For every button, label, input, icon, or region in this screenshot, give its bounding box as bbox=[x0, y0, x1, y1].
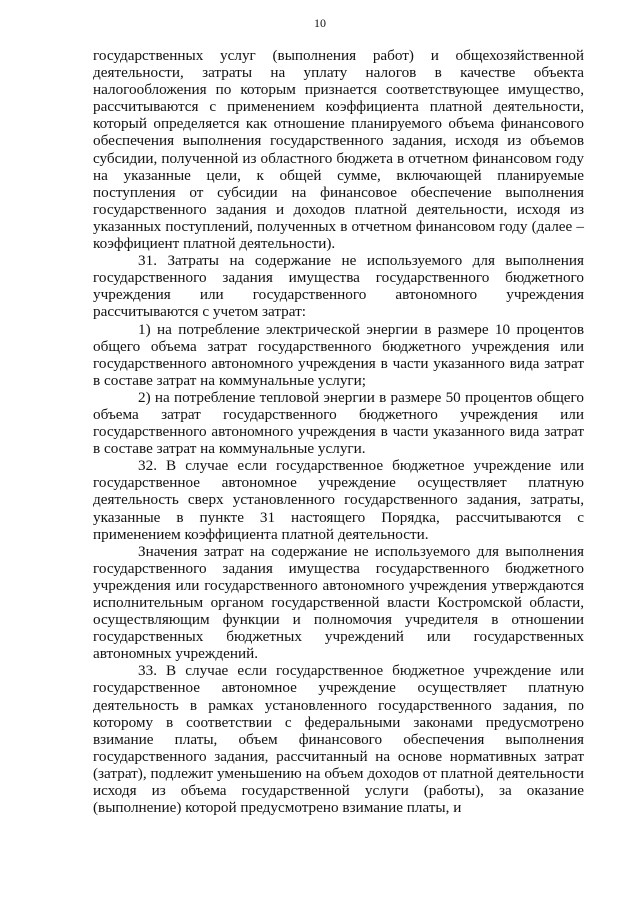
paragraph-cost-values: Значения затрат на содержание не используемого для выполнения государственного задания имущества государственного бюджетного учреждения или государственного автономного учреждения утверждаются исполнительным органом государственной власти Костромской области, осуществляющим функции и полномочия учредителя в отношении государственных бюджетных учреждений или государственных автономных учреждений. bbox=[93, 542, 584, 663]
paragraph-item-32: 32. В случае если государственное бюджетное учреждение или государственное автономное учреждение осуществляет платную деятельность сверх установленного государственного задания, затраты, указанные в пункте 31 настоящего Порядка, рассчитываются с применением коэффициента платной деятельности. bbox=[93, 457, 584, 543]
paragraph-subitem-1: 1) на потребление электрической энергии в размере 10 процентов общего объема затрат государственного бюджетного учреждения или государственного автономного учреждения в части указанного вида затрат в составе затрат на коммунальные услуги; bbox=[93, 320, 584, 389]
paragraph-subitem-2: 2) на потребление тепловой энергии в размере 50 процентов общего объема затрат государственного бюджетного учреждения или государственного автономного учреждения в части указанного вида затрат в составе затрат на коммунальные услуги. bbox=[93, 388, 584, 458]
paragraph-item-33: 33. В случае если государственное бюджетное учреждение или государственное автономное учреждение осуществляет платную деятельность в рамках установленного государственного задания, по которому в соответствии с федеральными законами предусмотрено взимание платы, объем финансового обеспечения выполнения государственного задания, рассчитанный на основе нормативных затрат (затрат), подлежит уменьшению на объем доходов от платной деятельности исходя из объема государственной услуги (работы), за оказание (выполнение) которой предусмотрено взимание платы, и bbox=[93, 662, 584, 817]
document-body bbox=[93, 47, 584, 816]
page-number: 10 bbox=[314, 16, 326, 30]
paragraph-item-31: 31. Затраты на содержание не используемого для выполнения государственного задания имущества государственного бюджетного учреждения или государственного автономного учреждения рассчитываются с учетом затрат: bbox=[93, 252, 584, 321]
paragraph-continuation: государственных услуг (выполнения работ) и общехозяйственной деятельности, затраты на уплату налогов в качестве объекта налогообложения по которым признается соответствующее имущество, рассчитываются с применением коэффициента платной деятельности, который определяется как отношение планируемого объема финансового обеспечения выполнения государственного задания, исходя из объемов субсидии, полученной из областного бюджета в отчетном финансовом году на указанные цели, к общей сумме, включающей планируемые поступления от субсидии на финансовое обеспечение выполнения государственного задания и доходов платной деятельности, исходя из указанных поступлений, полученных в отчетном финансовом году (далее – коэффициент платной деятельности). bbox=[93, 47, 584, 253]
